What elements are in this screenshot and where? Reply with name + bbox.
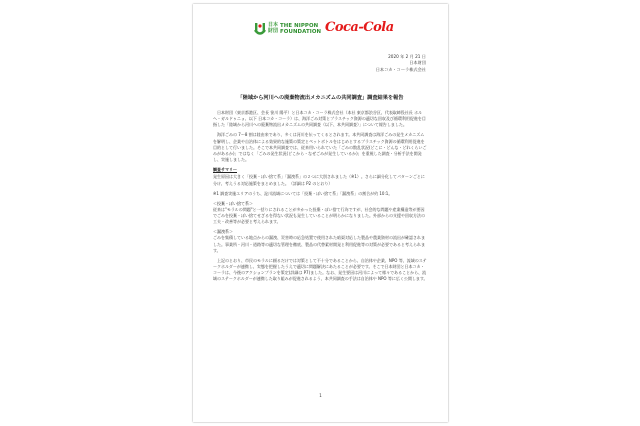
paragraph-leakage: ごみを集積している地点からの漏洩、災害時の応急処置で使用された暗渠対応した製品や農業資材の流出が確認されました。事業所・河川・道路等の適切な管理を徹底、製品の代替素材開発と利用促進等の対策が必要であると考えられます。 [213, 235, 425, 253]
paragraph-conclusion: 上記のとおり、市民のモラルに頼るだけでは対策として不十分であることから、自治体や企業、NPO 等、流域のステークホルダーが連携し、実態を把握したうえで適切に問題解決にあたることが必要です。そこで日本財団と日本コカ・コーラは、今後のアクションプランを策定(詳細は P7)ました。なお、発生要因は河川によって様々であることから、流域のステークホルダーが連携した取り組みが促進されるよう、本共同調査の手法は自治体や NPO 等に広く公開します。 [213, 257, 428, 282]
summary-heading: 調査サマリー [213, 167, 237, 173]
coca-cola-logo: Coca-Cola [325, 20, 394, 35]
logo-bar [193, 20, 448, 40]
subheading-dumping: ＜投棄・ぽい捨て系＞ [213, 200, 253, 206]
footnote-1: ※1 調査実施エリアのうち、淀川流域については「投棄・ぽい捨て系」「漏洩系」の割合が約 10:1。 [213, 190, 393, 196]
document-title: 「陸域から河川への廃棄物流出メカニズムの共同調査」調査結果を報告 [237, 95, 404, 101]
page-number: 1 [319, 393, 322, 398]
subheading-leakage: ＜漏洩系＞ [213, 229, 233, 235]
foundation-name-line2: FOUNDATION [280, 29, 322, 36]
document-body [213, 110, 428, 286]
document-page [193, 4, 448, 422]
foundation-name-line1: THE NIPPON [280, 23, 319, 29]
paragraph-dumping: 従来は"モラルの問題"と一括りにされることが多かった投棄・ぽい捨て行為ですが、社会的な問題や産業構造等が要因でごみを投棄・ぽい捨てせざるを得ない状況も発生していることが明らかになりました。外部からの支援や回収方法の工夫・改善等が必要と考えられます。 [213, 206, 425, 225]
org-name-2: 日本コカ・コーラ株式会社 [375, 66, 426, 72]
paragraph-intro: 日本財団（東京都港区、会長 笹川 陽平）と日本コカ・コーラ株式会社（本社 東京都渋谷区、代表取締役社長 ホルヘ・ガルドゥニョ、以下 日本コカ・コーラ）は、海洋ごみ対策とプラスチック資源の適切な回収及び循環利用促進を目指した「陸域から河川への廃棄物流出メカニズムの共同調査（以下、本共同調査）」について報告しました。 [213, 110, 426, 128]
paragraph-summary: 発生原因は大きく「投棄・ぽい捨て系」「漏洩系」の２つに大別されました（※1）。さらに細分化してパターンごとに分け、考えうる対応施策をまとめました。（詳細は P2 のとおり） [213, 174, 425, 186]
foundation-kanji: 日本 財団 [268, 22, 279, 34]
nippon-foundation-logo-icon [253, 22, 267, 36]
paragraph-background: 海洋ごみの 7～8 割は陸由来であり、多くは河川を伝ってくるとされます。本共同調査は海洋ごみの発生メカニズムを解明し、企業や自治体による効果的な施策の策定とペットボトルをはじめとするプラスチック資源の循環利用促進を目的として行いました。そこで本共同調査では、従来用いられていた「ごみの散乱状況(どこに・どんな・どれくらいごみがあるか)」ではなく「ごみの発生状況(どこから・なぜごみが発生しているか)」を重視した調査・分析手法を開発し、実施しました。 [213, 132, 427, 163]
org-name-1: 日本財団 [409, 60, 426, 66]
foundation-name [280, 23, 321, 35]
release-date: 2020 年 2 月 21 日 [388, 54, 426, 59]
document-meta [376, 54, 426, 73]
